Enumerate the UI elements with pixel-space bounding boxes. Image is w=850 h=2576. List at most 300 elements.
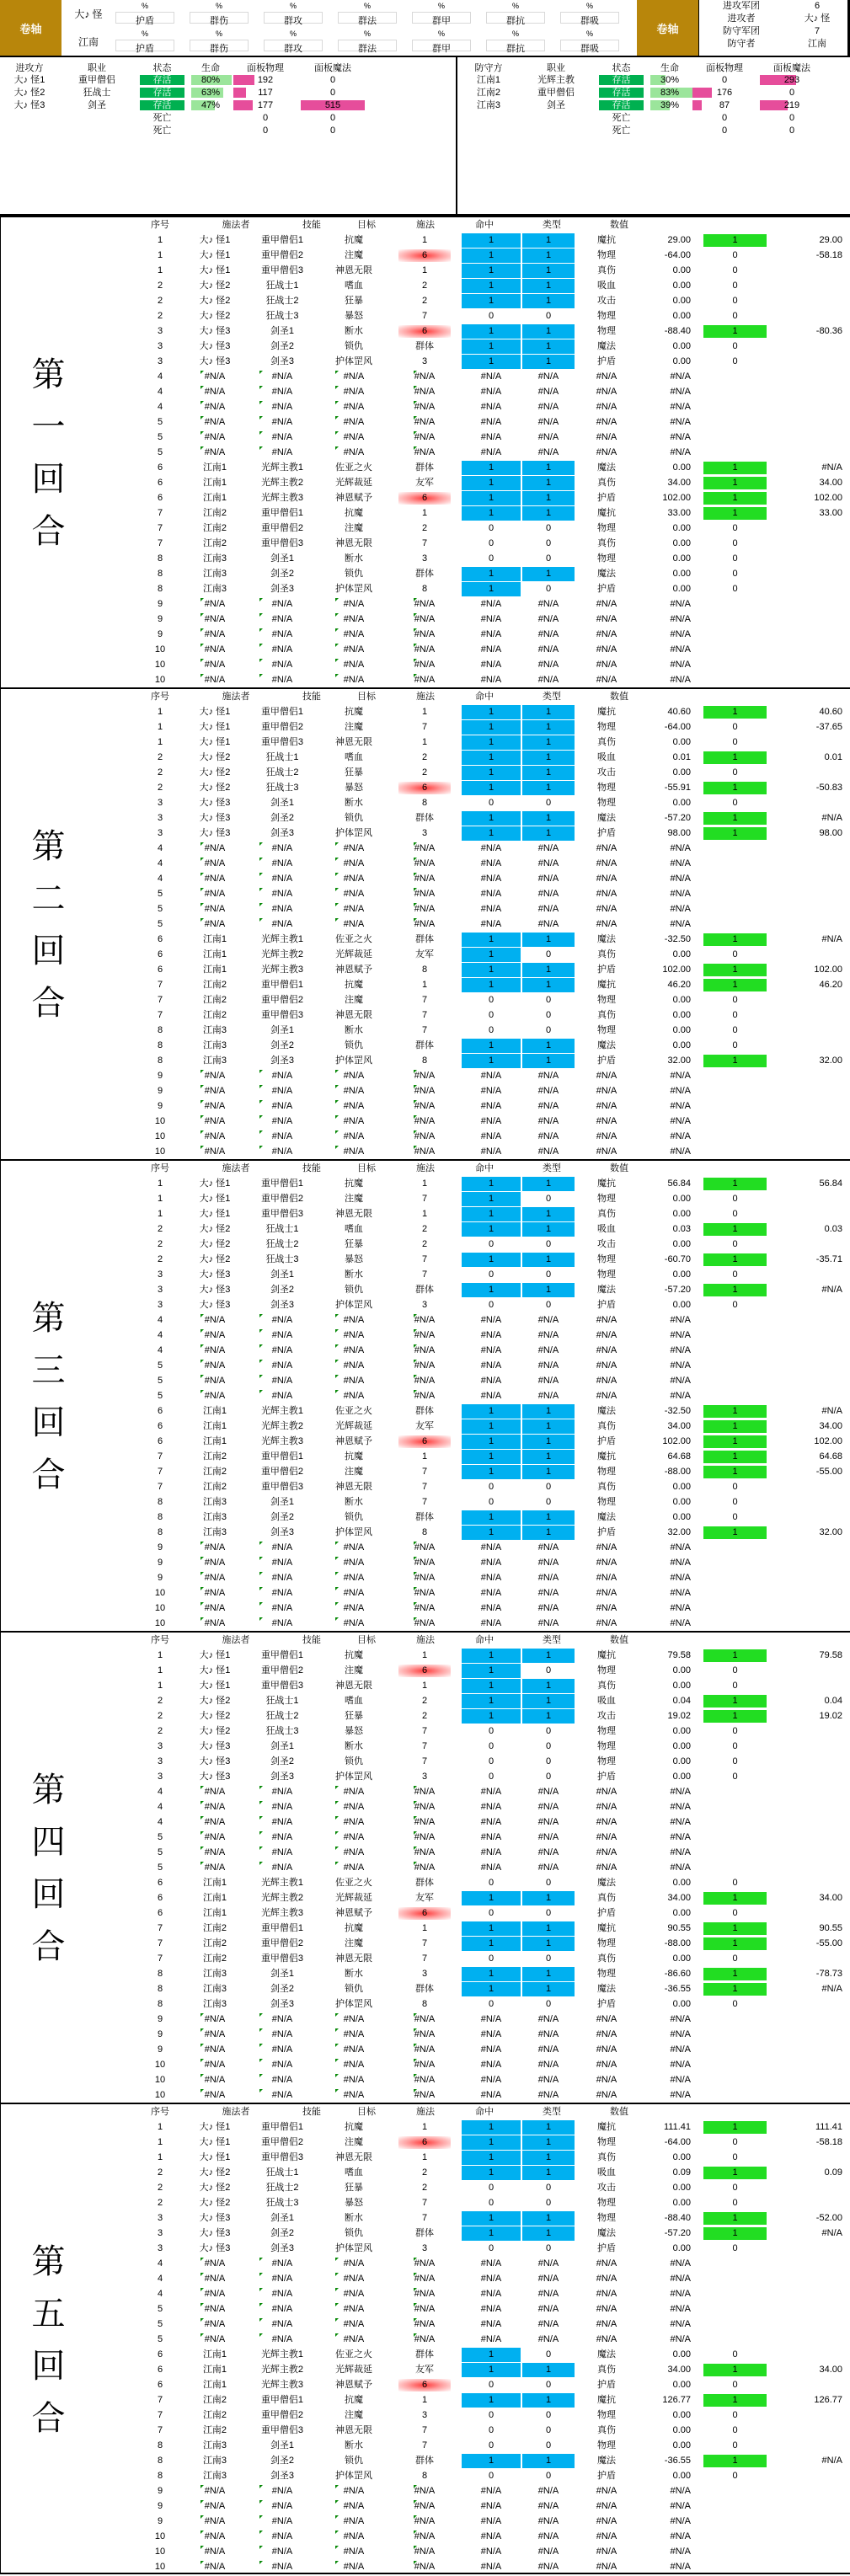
skill-cell: #N/A	[343, 660, 365, 670]
hit-cell: #N/A	[537, 1802, 559, 1812]
seq-cell: 7	[157, 1953, 163, 1964]
skill-cell: 断水	[345, 2440, 363, 2450]
error-marker-icon	[335, 1329, 339, 1333]
type-cell: 魔法	[597, 813, 616, 823]
round-header-6: 类型	[543, 2107, 561, 2117]
skill-owner-cell: #N/A	[271, 447, 293, 457]
cast-cell: 1	[488, 934, 494, 944]
error-marker-icon	[335, 2013, 339, 2017]
cast-cell: 1	[488, 462, 494, 473]
hit-cell: 1	[545, 1984, 552, 1994]
type-cell: 物理	[597, 995, 616, 1005]
seq-cell: 3	[157, 1772, 163, 1782]
error-marker-icon	[414, 1390, 417, 1393]
error-marker-icon	[335, 416, 339, 420]
hit-cell: 0	[545, 2198, 552, 2208]
target-cell: 2	[421, 296, 428, 306]
seq-cell: 6	[157, 462, 163, 473]
cast-cell: 0	[488, 995, 494, 1005]
value-cell: #N/A	[670, 1603, 691, 1613]
value-cell: #N/A	[670, 1360, 691, 1371]
type-cell: 物理	[597, 1741, 616, 1751]
round-label-char: 回	[31, 1403, 66, 1442]
error-marker-icon	[335, 2303, 339, 2306]
error-marker-icon	[200, 659, 204, 662]
skill-cell: #N/A	[343, 1863, 365, 1873]
skill-type-6: 群抗	[506, 16, 525, 26]
hit-cell: 0	[545, 1482, 552, 1492]
skill-cell: #N/A	[343, 904, 365, 914]
type-cell: 魔抗	[597, 2395, 616, 2405]
cast-cell: 1	[488, 508, 494, 518]
skill-owner-cell: 剑圣1	[270, 1969, 295, 1979]
status-header-2: 状态	[152, 63, 172, 73]
caster-cell: 大♪ 怪2	[199, 311, 231, 321]
type-cell: 真伤	[597, 1010, 616, 1020]
value-cell: 0.03	[672, 1224, 691, 1234]
value-cell: #N/A	[670, 889, 691, 899]
cast-cell: #N/A	[480, 904, 502, 914]
effect-flag-cell: 0	[732, 1194, 738, 1204]
effect-value-cell: #N/A	[821, 1984, 842, 1994]
value-cell: #N/A	[670, 2304, 691, 2314]
seq-cell: 3	[157, 2243, 163, 2253]
skill-owner-cell: 重甲僧侣3	[260, 265, 304, 275]
hit-cell: 0	[545, 1908, 552, 1918]
cast-cell: #N/A	[480, 1345, 502, 1355]
value-cell: #N/A	[670, 919, 691, 929]
skill-owner-cell: 剑圣2	[270, 2456, 295, 2466]
skill-owner-cell: 重甲僧侣1	[260, 2395, 304, 2405]
seq-cell: 3	[157, 1300, 163, 1310]
cast-cell: 1	[488, 478, 494, 488]
error-marker-icon	[335, 1816, 339, 1820]
type-cell: #N/A	[596, 1863, 617, 1873]
skill-cell: 神恩无限	[335, 737, 372, 747]
error-marker-icon	[335, 1115, 339, 1119]
caster-cell: 江南3	[202, 584, 227, 594]
round-label	[0, 689, 97, 1161]
skill-owner-cell: 重甲僧侣3	[260, 737, 304, 747]
effect-flag-cell: 1	[732, 1254, 738, 1264]
value-cell: #N/A	[670, 2289, 691, 2299]
skill-owner-cell: #N/A	[271, 1558, 293, 1568]
error-marker-icon	[200, 1146, 204, 1149]
error-marker-icon	[200, 1816, 204, 1820]
caster-cell: 大♪ 怪1	[199, 1665, 231, 1675]
skill-cell: 神恩无限	[335, 265, 372, 275]
skill-owner-cell: 剑圣3	[270, 1999, 295, 2009]
cast-cell: 1	[488, 1893, 494, 1903]
value-cell: 126.77	[662, 2395, 691, 2405]
hit-cell: #N/A	[537, 644, 559, 655]
cast-cell: 1	[488, 2152, 494, 2162]
caster-cell: 江南3	[202, 1969, 227, 1979]
target-cell: 6	[421, 493, 428, 503]
skill-owner-cell: 重甲僧侣2	[260, 995, 304, 1005]
type-cell: 魔抗	[597, 1451, 616, 1462]
hit-cell: 1	[545, 2152, 552, 2162]
caster-cell: 大♪ 怪3	[199, 828, 231, 838]
caster-cell: 江南1	[202, 1421, 227, 1431]
value-cell: #N/A	[670, 402, 691, 412]
error-marker-icon	[200, 386, 204, 389]
fighter-job: 重甲僧侣	[537, 88, 575, 98]
type-cell: 魔法	[597, 2349, 616, 2360]
error-marker-icon	[200, 888, 204, 891]
error-marker-icon	[414, 2013, 417, 2017]
type-cell: #N/A	[596, 1618, 617, 1628]
round-section	[0, 687, 850, 1159]
value-cell: #N/A	[670, 1146, 691, 1157]
seq-cell: 9	[157, 1558, 163, 1568]
seq-cell: 1	[157, 2152, 163, 2162]
seq-cell: 1	[157, 1681, 163, 1691]
value-cell: 0.00	[672, 1010, 691, 1020]
skill-cell: 抗魔	[345, 1451, 363, 1462]
seq-cell: 1	[157, 2122, 163, 2132]
target-cell: #N/A	[414, 1376, 436, 1386]
cast-cell: 0	[488, 1482, 494, 1492]
caster-cell: 大♪ 怪1	[199, 722, 231, 732]
round-left-rule	[0, 689, 1, 1159]
caster-cell: 大♪ 怪2	[199, 783, 231, 793]
value-cell: 0.00	[672, 1953, 691, 1964]
error-marker-icon	[414, 2515, 417, 2519]
type-cell: #N/A	[596, 2258, 617, 2269]
skill-owner-cell: #N/A	[271, 2060, 293, 2070]
error-marker-icon	[259, 386, 263, 389]
target-cell: 7	[421, 1269, 428, 1280]
skill-owner-cell: 狂战士2	[265, 1239, 299, 1249]
error-marker-icon	[335, 1375, 339, 1378]
value-cell: #N/A	[670, 371, 691, 382]
cast-cell: 1	[488, 737, 494, 747]
value-cell: #N/A	[670, 2531, 691, 2541]
skill-owner-cell: #N/A	[271, 2075, 293, 2085]
error-marker-icon	[335, 1130, 339, 1134]
cast-cell: #N/A	[480, 2334, 502, 2344]
effect-flag-cell: 1	[732, 1056, 738, 1066]
error-marker-icon	[200, 1801, 204, 1804]
round-label-char: 第	[31, 355, 66, 394]
effect-flag-cell: 1	[732, 1451, 738, 1462]
error-marker-icon	[200, 2273, 204, 2276]
error-marker-icon	[414, 2028, 417, 2032]
type-cell: #N/A	[596, 1802, 617, 1812]
fighter-job: 剑圣	[88, 100, 106, 110]
cast-cell: #N/A	[480, 1116, 502, 1126]
cast-cell: #N/A	[480, 1558, 502, 1568]
hit-cell: #N/A	[537, 402, 559, 412]
error-marker-icon	[259, 1130, 263, 1134]
seq-cell: 10	[154, 2075, 166, 2085]
skill-cell: 狂暴	[345, 767, 363, 778]
target-cell: #N/A	[414, 2516, 436, 2526]
value-cell: #N/A	[670, 1071, 691, 1081]
skill-owner-cell: 重甲僧侣3	[260, 2152, 304, 2162]
caster-cell: 大♪ 怪1	[199, 737, 231, 747]
skill-cell: 抗魔	[345, 2122, 363, 2132]
cast-cell: 1	[488, 949, 494, 959]
hit-cell: #N/A	[537, 2562, 559, 2572]
seq-cell: 8	[157, 2456, 163, 2466]
error-marker-icon	[414, 1786, 417, 1789]
seq-cell: 5	[157, 1832, 163, 1842]
error-marker-icon	[200, 1329, 204, 1333]
error-marker-icon	[335, 903, 339, 906]
target-cell: #N/A	[414, 2274, 436, 2284]
type-cell: 真伤	[597, 2365, 616, 2375]
effect-value-cell: 29.00	[819, 235, 842, 245]
hit-cell: 1	[545, 1938, 552, 1948]
caster-cell: 江南3	[202, 2471, 227, 2481]
target-cell: #N/A	[414, 1802, 436, 1812]
fighter-phys: 87	[719, 100, 730, 110]
hit-cell: 1	[545, 1527, 552, 1537]
type-cell: #N/A	[596, 371, 617, 382]
cast-cell: 0	[488, 1269, 494, 1280]
error-marker-icon	[335, 2044, 339, 2047]
seq-cell: 3	[157, 798, 163, 808]
seq-cell: 6	[157, 949, 163, 959]
hit-cell: 1	[545, 235, 552, 245]
caster-cell: #N/A	[204, 858, 226, 868]
error-marker-icon	[414, 1862, 417, 1865]
type-cell: 魔法	[597, 569, 616, 579]
skill-cell: #N/A	[343, 1603, 365, 1613]
hit-cell: #N/A	[537, 874, 559, 884]
error-marker-icon	[335, 2546, 339, 2549]
effect-value-cell: 46.20	[819, 980, 842, 990]
seq-cell: 5	[157, 2319, 163, 2329]
skill-owner-cell: 光辉主教3	[260, 2380, 304, 2390]
caster-cell: #N/A	[204, 1802, 226, 1812]
error-marker-icon	[335, 659, 339, 662]
effect-flag-cell: 0	[732, 2152, 738, 2162]
skill-owner-cell: #N/A	[271, 843, 293, 853]
type-cell: 护盾	[597, 1527, 616, 1537]
error-marker-icon	[259, 1375, 263, 1378]
target-cell: #N/A	[414, 447, 436, 457]
seq-cell: 3	[157, 2213, 163, 2223]
caster-cell: #N/A	[204, 2304, 226, 2314]
type-cell: 护盾	[597, 2471, 616, 2481]
pct-symbol: %	[585, 29, 593, 38]
seq-cell: 2	[157, 1254, 163, 1264]
caster-cell: 江南3	[202, 553, 227, 564]
target-cell: 7	[421, 1254, 428, 1264]
seq-cell: 8	[157, 569, 163, 579]
value-cell: #N/A	[670, 2075, 691, 2085]
status-divider	[456, 57, 457, 216]
effect-flag-cell: 0	[732, 265, 738, 275]
skill-cell: 神恩无限	[335, 2425, 372, 2435]
error-marker-icon	[259, 2013, 263, 2017]
skill-type-2: 群伤	[210, 44, 228, 54]
seq-cell: 6	[157, 1421, 163, 1431]
hit-cell: 1	[545, 2395, 552, 2405]
cast-cell: #N/A	[480, 2289, 502, 2299]
battle-info-panel	[698, 0, 850, 56]
skill-owner-cell: #N/A	[271, 1330, 293, 1340]
value-cell: #N/A	[670, 874, 691, 884]
skill-cell: #N/A	[343, 2060, 365, 2070]
target-cell: 8	[421, 798, 428, 808]
target-cell: #N/A	[414, 2486, 436, 2496]
effect-flag-cell: 0	[732, 553, 738, 564]
caster-cell: 江南2	[202, 1953, 227, 1964]
effect-value-cell: 0.01	[824, 752, 842, 762]
skill-owner-cell: #N/A	[271, 2274, 293, 2284]
value-cell: #N/A	[670, 644, 691, 655]
target-cell: 群体	[415, 2349, 434, 2360]
skill-owner-cell: #N/A	[271, 675, 293, 685]
skill-cell: #N/A	[343, 1817, 365, 1827]
caster-cell: #N/A	[204, 1573, 226, 1583]
cast-cell: 0	[488, 1300, 494, 1310]
cast-cell: 1	[488, 1938, 494, 1948]
target-cell: 7	[421, 538, 428, 548]
seq-cell: 5	[157, 1376, 163, 1386]
hit-cell: 0	[545, 523, 552, 533]
error-marker-icon	[200, 1130, 204, 1134]
target-cell: 友军	[415, 949, 434, 959]
target-cell: #N/A	[414, 919, 436, 929]
target-cell: 友军	[415, 478, 434, 488]
seq-cell: 10	[154, 1131, 166, 1141]
skill-cell: 锁仇	[345, 1984, 363, 1994]
seq-cell: 7	[157, 1451, 163, 1462]
caster-cell: #N/A	[204, 2075, 226, 2085]
hit-cell: #N/A	[537, 1542, 559, 1553]
type-cell: 真伤	[597, 1421, 616, 1431]
target-cell: #N/A	[414, 1588, 436, 1598]
cast-cell: #N/A	[480, 1847, 502, 1857]
seq-cell: 3	[157, 1756, 163, 1766]
type-cell: 魔抗	[597, 1923, 616, 1933]
round-header-3: 目标	[357, 1635, 376, 1645]
seq-cell: 10	[154, 1603, 166, 1613]
effect-flag-cell: 1	[732, 462, 738, 473]
target-cell: #N/A	[414, 874, 436, 884]
skill-cell: #N/A	[343, 1071, 365, 1081]
error-marker-icon	[335, 1085, 339, 1088]
error-marker-icon	[414, 416, 417, 420]
skill-owner-cell: 剑圣2	[270, 1512, 295, 1522]
caster-cell: #N/A	[204, 1391, 226, 1401]
cast-cell: 1	[488, 2213, 494, 2223]
value-cell: 90.55	[667, 1923, 691, 1933]
error-marker-icon	[414, 2074, 417, 2077]
value-cell: #N/A	[670, 2014, 691, 2024]
effect-flag-cell: 1	[732, 1969, 738, 1979]
seq-cell: 8	[157, 1497, 163, 1507]
error-marker-icon	[200, 1100, 204, 1104]
hit-cell: 1	[545, 341, 552, 351]
effect-flag-cell: 0	[732, 356, 738, 366]
caster-cell: 大♪ 怪1	[199, 2137, 231, 2147]
type-cell: 护盾	[597, 584, 616, 594]
target-cell: 6	[421, 783, 428, 793]
effect-flag-cell: 0	[732, 767, 738, 778]
value-cell: 0.00	[672, 265, 691, 275]
hit-cell: 1	[545, 934, 552, 944]
target-cell: #N/A	[414, 889, 436, 899]
effect-flag-cell: 1	[732, 2122, 738, 2132]
target-cell: #N/A	[414, 2501, 436, 2511]
caster-cell: #N/A	[204, 402, 226, 412]
skill-owner-cell: 狂战士1	[265, 281, 299, 291]
error-marker-icon	[259, 1602, 263, 1606]
error-marker-icon	[335, 644, 339, 647]
skill-owner-cell: #N/A	[271, 417, 293, 427]
type-cell: #N/A	[596, 1376, 617, 1386]
caster-cell: #N/A	[204, 889, 226, 899]
caster-cell: 大♪ 怪3	[199, 356, 231, 366]
effect-flag-cell: 0	[732, 1269, 738, 1280]
skill-owner-cell: 重甲僧侣3	[260, 1482, 304, 1492]
skill-owner-cell: 光辉主教3	[260, 493, 304, 503]
error-marker-icon	[414, 386, 417, 389]
target-cell: 友军	[415, 1421, 434, 1431]
target-cell: 群体	[415, 813, 434, 823]
value-cell: -64.00	[664, 250, 691, 260]
skill-cell: 抗魔	[345, 707, 363, 717]
skill-owner-cell: #N/A	[271, 2319, 293, 2329]
type-cell: #N/A	[596, 2289, 617, 2299]
skill-owner-cell: #N/A	[271, 2486, 293, 2496]
type-cell: #N/A	[596, 2486, 617, 2496]
seq-cell: 9	[157, 2486, 163, 2496]
type-cell: #N/A	[596, 1101, 617, 1111]
target-cell: 2	[421, 281, 428, 291]
skill-cell: #N/A	[343, 1618, 365, 1628]
error-marker-icon	[259, 1801, 263, 1804]
target-cell: 7	[421, 1194, 428, 1204]
error-marker-icon	[414, 1602, 417, 1606]
skill-owner-cell: 光辉主教1	[260, 1878, 304, 1888]
caster-cell: #N/A	[204, 2319, 226, 2329]
type-cell: 吸血	[597, 752, 616, 762]
hit-cell: 0	[545, 1269, 552, 1280]
seq-cell: 2	[157, 1726, 163, 1736]
caster-cell: 大♪ 怪3	[199, 2228, 231, 2238]
cast-cell: #N/A	[480, 1131, 502, 1141]
effect-flag-cell: 0	[732, 2137, 738, 2147]
skill-cell: 断水	[345, 1025, 363, 1035]
effect-flag-cell: 1	[732, 980, 738, 990]
fighter-state: 存活	[612, 100, 631, 110]
defend-army-value: 7	[814, 26, 821, 36]
caster-cell: 江南1	[202, 934, 227, 944]
error-marker-icon	[335, 628, 339, 632]
fighter-name: 大♪ 怪3	[13, 100, 45, 110]
caster-cell: #N/A	[204, 371, 226, 382]
value-cell: 0.00	[672, 2349, 691, 2360]
caster-cell: 大♪ 怪2	[199, 2167, 231, 2178]
target-cell: #N/A	[414, 1116, 436, 1126]
type-cell: 魔法	[597, 2228, 616, 2238]
type-cell: 物理	[597, 2440, 616, 2450]
type-cell: #N/A	[596, 1588, 617, 1598]
seq-cell: 2	[157, 1711, 163, 1721]
skill-cell: #N/A	[343, 2531, 365, 2541]
round-label-char: 一	[31, 408, 66, 446]
fighter-phys: 0	[262, 126, 269, 136]
skill-cell: 光辉裁延	[335, 1893, 372, 1903]
hit-cell: 1	[545, 2228, 552, 2238]
